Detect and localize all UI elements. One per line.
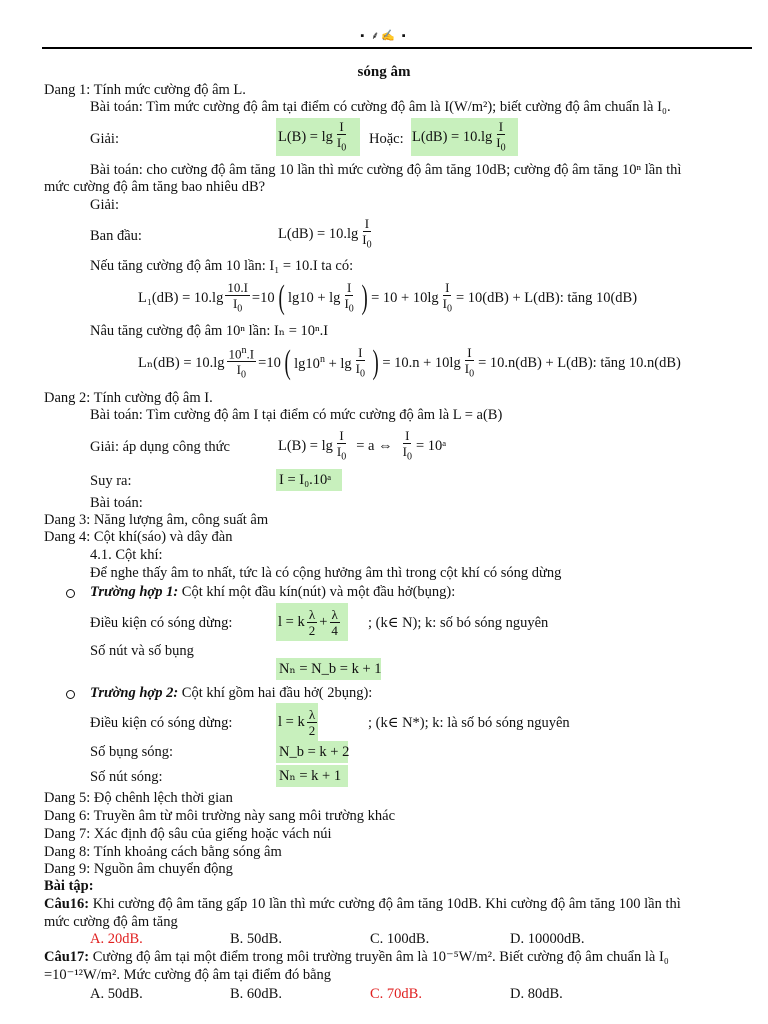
th2-text: Cột khí gồm hai đầu hở( 2bụng):: [181, 685, 373, 701]
bullet-circle: [66, 690, 75, 699]
q17-option-d[interactable]: D. 80dB.: [510, 986, 563, 1002]
dang5-heading: Dang 5: Độ chênh lệch thời gian: [44, 790, 233, 806]
dang2-heading: Dang 2: Tính cường độ âm I.: [44, 390, 213, 406]
dang7-heading: Dang 7: Xác định độ sâu của giếng hoặc vách núi: [44, 826, 332, 842]
q16-option-c[interactable]: C. 100dB.: [370, 931, 430, 947]
th1-text: Cột khí một đầu kín(nút) và một đầu hở(bụng):: [181, 584, 456, 600]
dang1-giai: Giải:: [90, 131, 119, 147]
so-nut-song: Số nút sóng:: [90, 769, 163, 785]
dang1-problem2-cont: mức cường độ âm tăng bao nhiêu dB?: [44, 179, 266, 195]
cond-th1: ; (k∈ N); k: số bó sóng nguyên: [368, 615, 549, 631]
question-17-text-cont: =10⁻¹²W/m². Mức cường độ âm tại điểm đó bằng: [44, 967, 332, 983]
dk-song-dung-1: Điều kiện có sóng dừng:: [90, 615, 233, 631]
question-17: [44, 949, 669, 966]
formula-l1: L₁(dB) = 10.lg $\frac{10.I}{I_0}$ =10 ( lg10 + lg $\frac{I}{I_0}$ ) = 10 + 10lg $\frac{I}{I_0}$ = 10(dB) + L(dB): tăng 10(dB): [138, 279, 638, 316]
formula-nb: N_b = k + 2: [279, 744, 350, 760]
ban-dau-label: Ban đầu:: [90, 228, 142, 244]
q17-option-b[interactable]: B. 60dB.: [230, 986, 282, 1002]
th2-label: Trường hợp 2:: [90, 685, 179, 701]
dang1-heading: Dang 1: Tính mức cường độ âm L.: [44, 82, 246, 98]
dang2-giai: Giải: áp dụng công thức: [90, 439, 230, 455]
question-17-label: Câu17:: [44, 949, 90, 965]
dk-song-dung-2: Điều kiện có sóng dừng:: [90, 715, 233, 731]
q17-option-c[interactable]: C. 70dB.: [370, 986, 422, 1002]
question-16: [44, 896, 681, 913]
question-16-label: Câu16:: [44, 896, 90, 912]
neu-tang-10: Nếu tăng cường độ âm 10 lần: I₁ = 10.I ta có:: [90, 258, 354, 274]
page-header-ornament: ▪ ⸙✍ ▪: [360, 30, 408, 42]
so-bung-song: Số bụng sóng:: [90, 744, 173, 760]
question-17-text: Cường độ âm tại một điểm trong môi trường truyền âm là 10⁻⁵W/m². Biết cường độ âm chuẩn là I₀: [92, 949, 669, 965]
dang1-problem2: Bài toán: cho cường độ âm tăng 10 lần thì mức cường độ âm tăng 10dB; cường độ âm tăng 10ⁿ lần thì: [90, 162, 682, 178]
question-16-text: Khi cường độ âm tăng gấp 10 lần thì mức cường độ âm tăng 10dB. Khi cường độ âm tăng 100 lần thì: [92, 896, 681, 912]
page-title: sóng âm: [357, 64, 411, 80]
formula-ln: Lₙ(dB) = 10.lg $\frac{10^n.I}{I_0}$ =10 ( $\lg 10^n + \lg$ $\frac{I}{I_0}$ ) = 10.n + 10lg $\frac{I}{I_0}$ = 10.n(dB) + L(dB): tăng 10.n(dB): [138, 344, 681, 381]
dang2-bai-toan: Bài toán:: [90, 495, 143, 511]
dang6-heading: Dang 6: Truyền âm từ môi trường này sang môi trường khác: [44, 808, 396, 824]
dang1-problem: Bài toán: Tìm mức cường độ âm tại điểm có cường độ âm là I(W/m²); biết cường độ âm chuẩn là I₀.: [90, 99, 671, 115]
hoac-label: Hoặc:: [369, 131, 404, 147]
formula-th1: l = k $\frac{\lambda}{2}$ + $\frac{\lambda}{4}$: [278, 606, 338, 638]
suy-ra-label: Suy ra:: [90, 473, 132, 489]
formula-result: I = I₀.10ᵃ: [279, 472, 332, 488]
q17-option-a[interactable]: A. 50dB.: [90, 986, 143, 1002]
dang2-problem: Bài toán: Tìm cường độ âm I tại điểm có mức cường độ âm là L = a(B): [90, 407, 503, 423]
formula-th2: l = k $\frac{\lambda}{2}$: [278, 706, 316, 738]
dang4-intro: Để nghe thấy âm to nhất, tức là có cộng hưởng âm thì trong cột khí có sóng dừng: [90, 565, 562, 581]
q16-option-a[interactable]: A. 20dB.: [90, 931, 143, 947]
nau-tang-10n: Nâu tăng cường độ âm 10ⁿ lần: Iₙ = 10ⁿ.I: [90, 323, 329, 339]
q16-option-d[interactable]: D. 10000dB.: [510, 931, 585, 947]
dang3-heading: Dang 3: Năng lượng âm, công suất âm: [44, 512, 269, 528]
dang9-heading: Dang 9: Nguồn âm chuyển động: [44, 861, 233, 877]
bullet-circle: [66, 589, 75, 598]
dang1-giai2: Giải:: [90, 197, 119, 213]
dang8-heading: Dang 8: Tính khoảng cách bằng sóng âm: [44, 844, 282, 860]
dang4-sub: 4.1. Cột khí:: [90, 547, 163, 563]
formula-lb: L(B) = lg $\frac{I}{I_0}$: [278, 118, 347, 154]
cond-th2: ; (k∈ N*); k: là số bó sóng nguyên: [368, 715, 570, 731]
header-rule: [42, 47, 752, 49]
bai-tap-heading: Bài tập:: [44, 878, 94, 894]
dang4-heading: Dang 4: Cột khí(sáo) và dây đàn: [44, 529, 233, 545]
truong-hop-2: [90, 685, 372, 702]
truong-hop-1: [90, 584, 455, 601]
formula-dang2: L(B) = lg $\frac{I}{I_0}$ = a ⇔ $\frac{I}{I_0}$ = 10ᵃ: [278, 427, 447, 463]
formula-ban-dau: L(dB) = 10.lg $\frac{I}{I_0}$: [278, 215, 372, 251]
th1-label: Trường hợp 1:: [90, 584, 179, 600]
so-nut-va-bung: Số nút và số bụng: [90, 643, 194, 659]
formula-ldb: L(dB) = 10.lg $\frac{I}{I_0}$: [412, 118, 506, 154]
formula-nn-nb: Nₙ = N_b = k + 1: [279, 661, 382, 677]
formula-nn: Nₙ = k + 1: [279, 768, 342, 784]
q16-option-b[interactable]: B. 50dB.: [230, 931, 282, 947]
question-16-text-cont: mức cường độ âm tăng: [44, 914, 178, 930]
